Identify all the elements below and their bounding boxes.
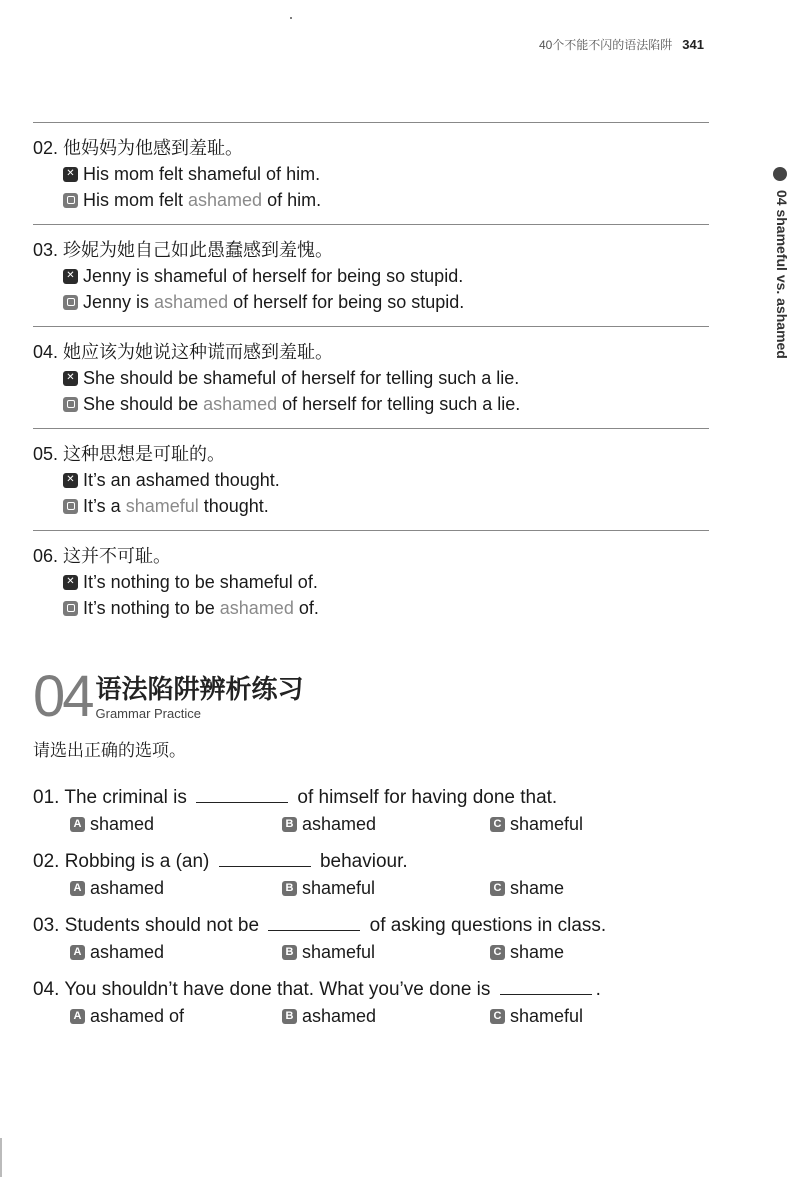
right-text-post: of. — [293, 598, 319, 618]
option-letter-badge: C — [490, 881, 505, 896]
right-text-pre: Jenny is — [83, 292, 155, 312]
option-b — [282, 812, 376, 836]
option-letter-badge: A — [70, 945, 85, 960]
option-b — [282, 876, 375, 900]
option-text: ashamed of — [90, 1006, 185, 1026]
wrong-sentence — [33, 569, 709, 595]
practice-instruction: 请选出正确的选项。 — [33, 741, 186, 760]
right-sentence — [33, 391, 709, 417]
right-mark-icon — [63, 601, 78, 616]
option-letter-badge: C — [490, 817, 505, 832]
answer-blank — [196, 784, 288, 803]
wrong-text: His mom felt shameful of him. — [83, 164, 321, 184]
wrong-mark-icon: ✕ — [63, 575, 78, 590]
question-text-post: of himself for having done that. — [292, 787, 558, 808]
right-text-highlight: ashamed — [154, 292, 229, 312]
option-letter-badge: B — [282, 817, 297, 832]
right-mark-icon — [63, 295, 78, 310]
wrong-sentence — [33, 365, 709, 391]
example-title: 02. 他妈妈为他感到羞耻。 — [33, 138, 244, 158]
wrong-sentence — [33, 263, 709, 289]
wrong-text: It’s an ashamed thought. — [83, 470, 280, 490]
option-text: shameful — [510, 814, 584, 834]
example-block — [33, 224, 709, 326]
answer-blank — [500, 976, 592, 995]
example-block — [33, 530, 709, 632]
option-letter-badge: A — [70, 881, 85, 896]
right-text-pre: His mom felt — [83, 190, 189, 210]
question-stem — [33, 848, 733, 876]
right-sentence — [33, 493, 709, 519]
question-text-post: . — [595, 979, 601, 1000]
page-edge-shadow — [0, 1138, 2, 1177]
right-text-highlight: shameful — [125, 496, 199, 516]
right-text-highlight: ashamed — [203, 394, 278, 414]
answer-blank — [219, 848, 311, 867]
example-title: 05. 这种思想是可耻的。 — [33, 444, 226, 464]
question — [33, 976, 733, 1040]
example-title: 04. 她应该为她说这种谎而感到羞耻。 — [33, 342, 334, 362]
right-sentence — [33, 289, 709, 315]
right-text-post: of herself for being so stupid. — [228, 292, 465, 312]
side-tab-dot-icon — [773, 167, 787, 181]
right-sentence — [33, 187, 709, 213]
wrong-mark-icon: ✕ — [63, 269, 78, 284]
print-speck — [290, 17, 292, 19]
option-text: shameful — [302, 942, 376, 962]
option-a — [70, 876, 164, 900]
running-title: 40个不能不闪的语法陷阱 — [538, 38, 673, 52]
side-tab-label: 04 shameful vs. ashamed — [774, 190, 790, 359]
option-c — [490, 940, 564, 964]
option-text: shameful — [510, 1006, 584, 1026]
question-text-post: of asking questions in class. — [364, 915, 607, 936]
option-letter-badge: C — [490, 1009, 505, 1024]
question-options — [33, 1004, 733, 1028]
practice-heading — [33, 664, 304, 729]
answer-blank — [268, 912, 360, 931]
example-block — [33, 428, 709, 530]
option-text: shame — [510, 878, 565, 898]
option-text: shameful — [302, 878, 376, 898]
wrong-sentence — [33, 161, 709, 187]
option-c — [490, 876, 564, 900]
option-text: shamed — [90, 814, 155, 834]
right-text-highlight: ashamed — [188, 190, 263, 210]
question — [33, 848, 733, 912]
option-a — [70, 940, 164, 964]
example-block — [33, 326, 709, 428]
option-c — [490, 812, 583, 836]
section-number: 04 — [33, 664, 92, 729]
option-text: ashamed — [302, 814, 377, 834]
right-text-pre: It’s nothing to be — [83, 598, 220, 618]
wrong-text: Jenny is shameful of herself for being so stupid. — [83, 266, 464, 286]
option-a — [70, 812, 154, 836]
option-b — [282, 940, 375, 964]
question-stem — [33, 784, 733, 812]
right-text-post: of him. — [262, 190, 322, 210]
option-text: ashamed — [302, 1006, 377, 1026]
question-options — [33, 812, 733, 836]
option-letter-badge: A — [70, 1009, 85, 1024]
question — [33, 912, 733, 976]
option-letter-badge: B — [282, 1009, 297, 1024]
wrong-mark-icon: ✕ — [63, 167, 78, 182]
option-b — [282, 1004, 376, 1028]
option-text: ashamed — [90, 878, 165, 898]
option-letter-badge: A — [70, 817, 85, 832]
question-text-pre: 01. The criminal is — [33, 787, 193, 808]
right-mark-icon — [63, 397, 78, 412]
option-text: ashamed — [90, 942, 165, 962]
right-text-highlight: ashamed — [219, 598, 294, 618]
wrong-mark-icon: ✕ — [63, 371, 78, 386]
question-text-post: behaviour. — [314, 851, 408, 872]
page-number: 341 — [682, 37, 704, 52]
right-sentence — [33, 595, 709, 621]
option-letter-badge: B — [282, 881, 297, 896]
example-title: 06. 这并不可耻。 — [33, 546, 172, 566]
option-text: shame — [510, 942, 565, 962]
question-options — [33, 940, 733, 964]
section-title-cn: 语法陷阱辨析练习 — [95, 674, 304, 704]
question-list — [33, 784, 733, 1040]
section-titles — [96, 674, 304, 722]
right-text-pre: It’s a — [83, 496, 126, 516]
section-title-en: Grammar Practice — [95, 706, 201, 721]
wrong-text: It’s nothing to be shameful of. — [83, 572, 318, 592]
question-options — [33, 876, 733, 900]
running-head — [539, 36, 704, 53]
wrong-text: She should be shameful of herself for telling such a lie. — [83, 368, 520, 388]
example-title: 03. 珍妮为她自己如此愚蠢感到羞愧。 — [33, 240, 334, 260]
example-block — [33, 122, 709, 224]
question — [33, 784, 733, 848]
question-stem — [33, 976, 733, 1004]
wrong-sentence — [33, 467, 709, 493]
right-mark-icon — [63, 499, 78, 514]
right-mark-icon — [63, 193, 78, 208]
right-text-post: thought. — [198, 496, 269, 516]
option-letter-badge: C — [490, 945, 505, 960]
option-a — [70, 1004, 184, 1028]
question-text-pre: 03. Students should not be — [33, 915, 265, 936]
option-letter-badge: B — [282, 945, 297, 960]
question-text-pre: 02. Robbing is a (an) — [33, 851, 215, 872]
question-text-pre: 04. You shouldn’t have done that. What you’ve done is — [33, 979, 496, 1000]
wrong-mark-icon: ✕ — [63, 473, 78, 488]
right-text-post: of herself for telling such a lie. — [277, 394, 521, 414]
option-c — [490, 1004, 583, 1028]
right-text-pre: She should be — [83, 394, 204, 414]
example-list — [33, 122, 709, 632]
question-stem — [33, 912, 733, 940]
